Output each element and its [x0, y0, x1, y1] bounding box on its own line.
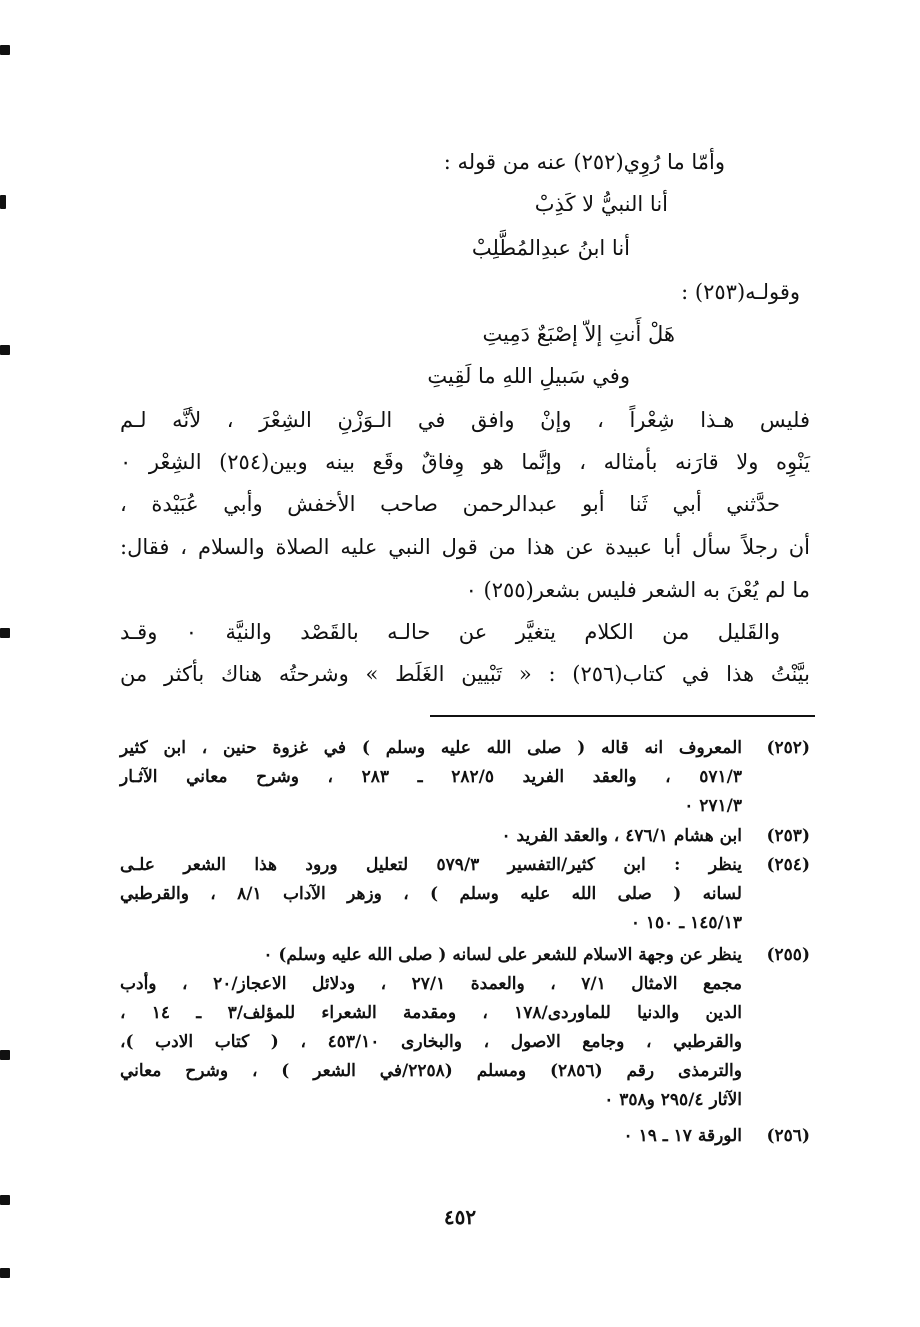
footnote-line: الآثار ٢٩٥/٤ و٣٥٨ ٠: [604, 1090, 742, 1110]
scan-edge-mark: [0, 45, 10, 55]
footnote-line: ٥٧١/٣ ، والعقد الفريد ٢٨٢/٥ ـ ٢٨٣ ، وشرح معاني الآثـار: [120, 767, 742, 787]
footnote-253: [120, 826, 810, 856]
footnote-line: ٢٧١/٣ ٠: [684, 796, 742, 816]
main-text: [120, 0, 810, 700]
footnote-line: ١٤٥/١٣ ـ ١٥٠ ٠: [630, 913, 742, 933]
footnote-line: ينظر عن وجهة الاسلام للشعر على لسانه ( صلى الله عليه وسلم) ٠: [263, 945, 742, 965]
text-line: حدَّثني أبي ثَنا أبو عبدالرحمن صاحب الأخفش وأبي عُبَيْدة ،: [120, 492, 780, 516]
footnote-separator: [430, 715, 815, 717]
footnote-line: ابن هشام ٤٧٦/١ ، والعقد الفريد ٠: [501, 826, 742, 846]
scan-edge-mark: [0, 1050, 10, 1060]
footnote-number: (٢٥٤): [766, 855, 810, 875]
text-line: أن رجلاً سأل أبا عبيدة عن هذا من قول النبي عليه الصلاة والسلام ، فقال:: [120, 535, 810, 559]
text-line: بيَّنْتُ هذا في كتاب(٢٥٦) : « تَبْيين الغَلَط » وشرحتُه هناك بأكثر من: [120, 662, 810, 686]
scan-edge-mark: [0, 628, 10, 638]
footnote-256: [120, 1126, 810, 1156]
verse-line: أنا ابنُ عبدِالمُطَّلِبْ: [471, 236, 630, 260]
scan-edge-mark: [0, 195, 6, 209]
footnote-line: والترمذى رقم (٢٨٥٦) ومسلم (٢٢٥٨/في الشعر ) ، وشرح معاني: [120, 1061, 742, 1081]
text-line: ما لم يُعْنَ به الشعر فليس بشعر(٢٥٥) ٠: [465, 578, 810, 602]
footnote-line: الورقة ١٧ ـ ١٩ ٠: [623, 1126, 742, 1146]
text-line: وقولـه(٢٥٣) :: [681, 280, 800, 304]
verse-line: وفي سَبيلِ اللهِ ما لَقِيتِ: [427, 364, 630, 388]
footnote-254: [120, 855, 810, 945]
verse-line: هَلْ أَنتِ إلاّ إصْبَعٌ دَمِيتِ: [482, 322, 675, 346]
footnote-line: والقرطبي ، وجامع الاصول ، والبخارى ٤٥٣/١٠ ، ( كتاب الادب )،: [120, 1032, 742, 1052]
footnote-number: (٢٥٦): [766, 1126, 810, 1146]
footnote-line: لسانه ( صلى الله عليه وسلم ) ، وزهر الآداب ٨/١ ، والقرطبي: [120, 884, 742, 904]
scan-edge-mark: [0, 1195, 10, 1205]
text-line: يَنْوِه ولا قارَنه بأمثاله ، وإنَّما هو وِفاقٌ وقَع بينه وبين(٢٥٤) الشِعْر ٠: [120, 450, 810, 474]
footnote-number: (٢٥٥): [766, 945, 810, 965]
text-line: وأمّا ما رُوِي(٢٥٢) عنه من قوله :: [443, 150, 725, 174]
page-number: ٤٥٢: [443, 1205, 477, 1229]
scan-edge-mark: [0, 345, 10, 355]
scan-edge-mark: [0, 1268, 10, 1278]
verse-line: أنا النبيُّ لا كَذِبْ: [534, 192, 668, 216]
footnote-252: [120, 738, 810, 828]
footnote-line: مجمع الامثال ٧/١ ، والعمدة ٢٧/١ ، ودلائل الاعجاز/٢٠ ، وأدب: [120, 974, 742, 994]
footnote-line: الدين والدنيا للماوردى/١٧٨ ، ومقدمة الشعراء للمؤلف/٣ ـ ١٤ ،: [120, 1003, 742, 1023]
footnote-line: المعروف انه قاله ( صلى الله عليه وسلم ) في غزوة حنين ، ابن كثير: [120, 738, 742, 758]
text-line: والقَليل من الكلام يتغيَّر عن حالـه بالقَصْد والنيَّة ٠ وقـد: [120, 620, 780, 644]
footnote-number: (٢٥٢): [766, 738, 810, 758]
footnote-line: ينظر : ابن كثير/التفسير ٥٧٩/٣ لتعليل ورود هذا الشعر علـى: [120, 855, 742, 875]
footnote-number: (٢٥٣): [766, 826, 810, 846]
text-line: فليس هـذا شِعْراً ، وإنْ وافق في الـوَزْنِ الشِعْرَ ، لأنَّه لـم: [120, 408, 810, 432]
footnote-255: [120, 945, 810, 1125]
